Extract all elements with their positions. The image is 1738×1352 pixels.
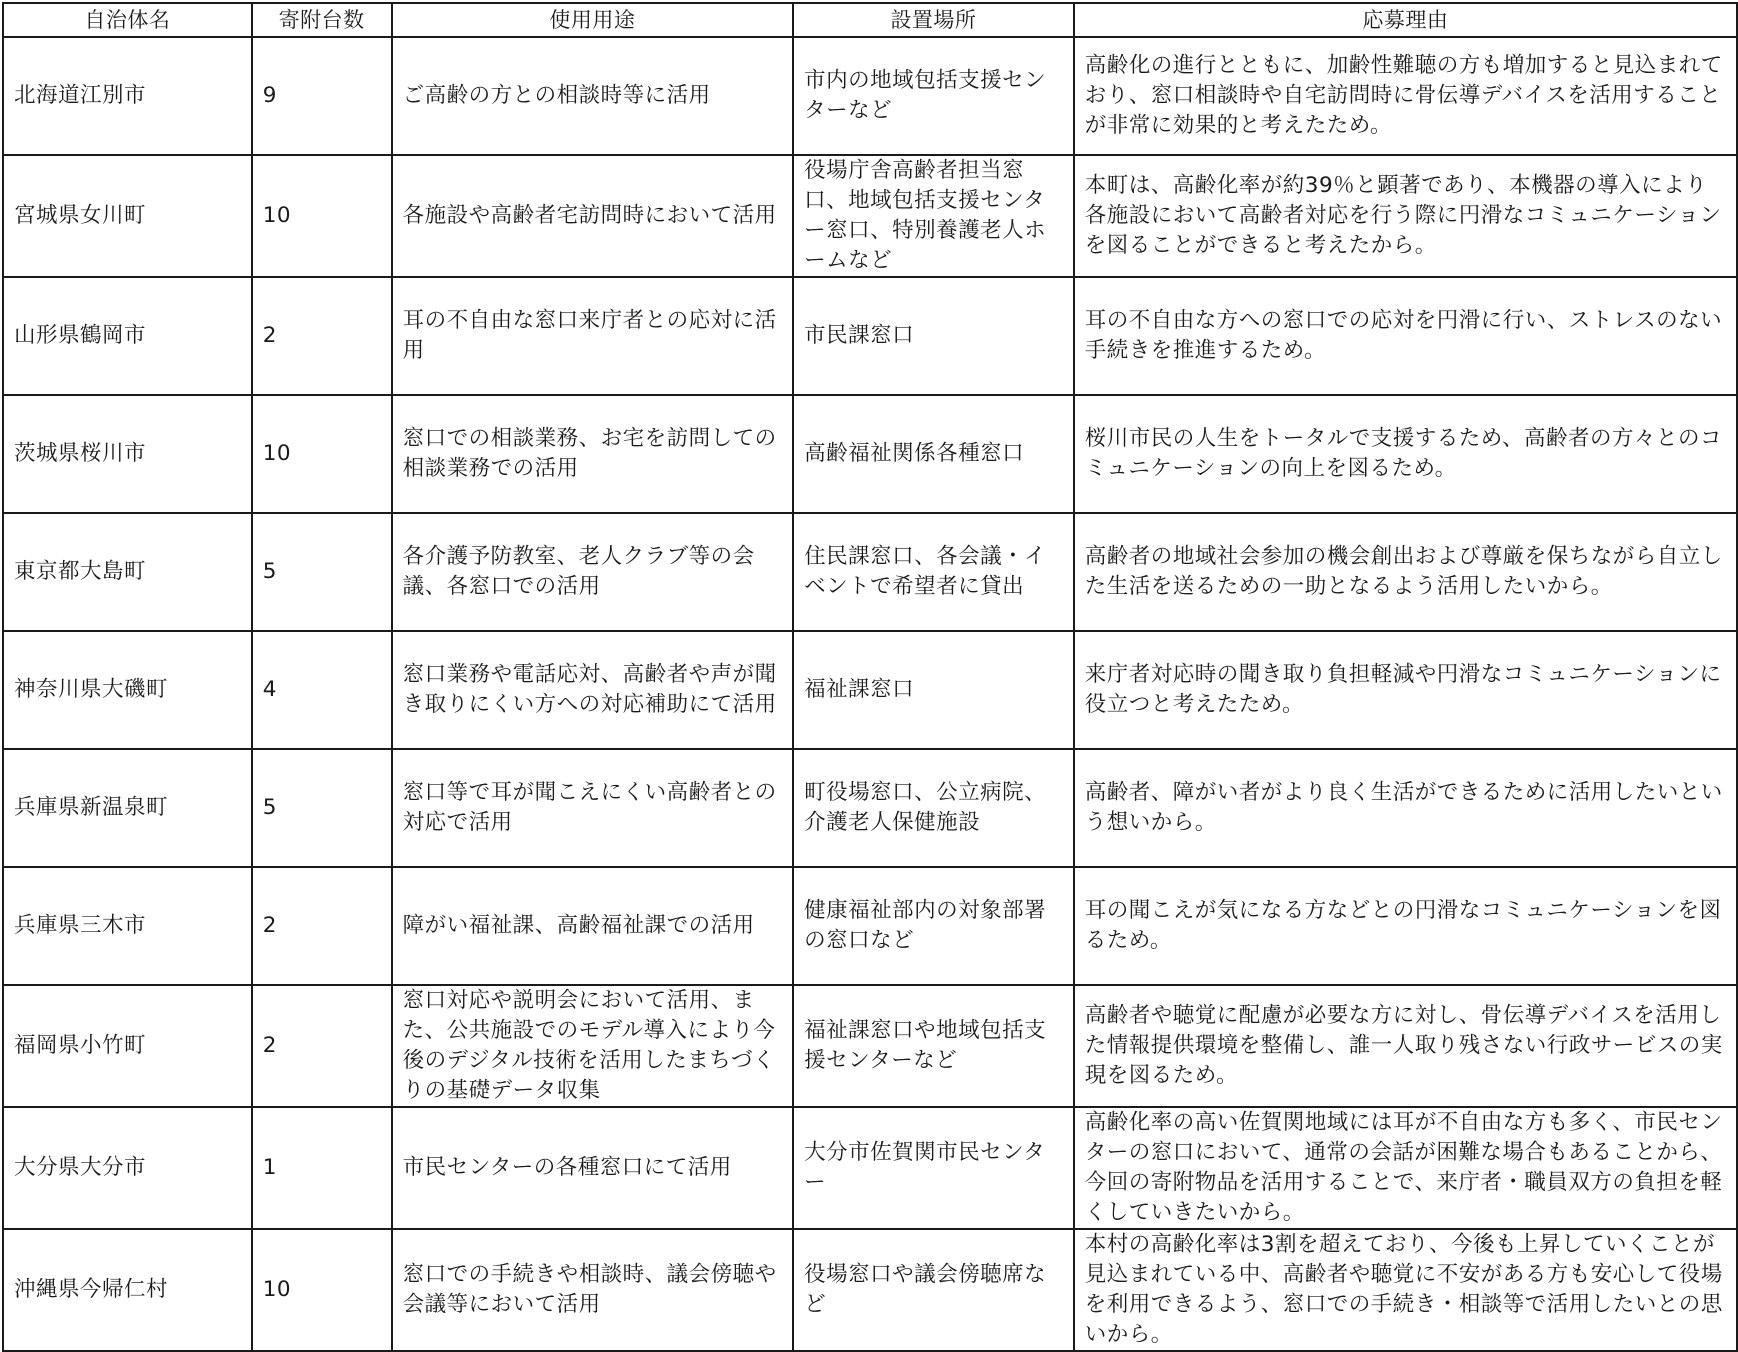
table-row [3, 155, 1737, 277]
cell-municipality: 北海道江別市 [3, 37, 252, 155]
header-usage: 使用用途 [392, 3, 794, 37]
cell-location: 町役場窓口、公立病院、介護老人保健施設 [793, 749, 1074, 867]
cell-donation-count: 10 [252, 395, 392, 513]
cell-donation-count: 5 [252, 749, 392, 867]
cell-usage: 市民センターの各種窓口にて活用 [392, 1107, 794, 1229]
table-row [3, 513, 1737, 631]
cell-usage: 窓口での相談業務、お宅を訪問しての相談業務での活用 [392, 395, 794, 513]
cell-municipality: 兵庫県新温泉町 [3, 749, 252, 867]
table-body [3, 37, 1737, 1351]
cell-location: 健康福祉部内の対象部署の窓口など [793, 867, 1074, 985]
cell-municipality: 東京都大島町 [3, 513, 252, 631]
table-row [3, 1229, 1737, 1351]
table-row [3, 631, 1737, 749]
cell-reason: 耳の不自由な方への窓口での応対を円滑に行い、ストレスのない手続きを推進するため。 [1074, 277, 1737, 395]
cell-usage: 窓口業務や電話応対、高齢者や声が聞き取りにくい方への対応補助にて活用 [392, 631, 794, 749]
cell-reason: 本町は、高齢化率が約39％と顕著であり、本機器の導入により各施設において高齢者対応を行う際に円滑なコミュニケーションを図ることができると考えたから。 [1074, 155, 1737, 277]
table-row [3, 37, 1737, 155]
cell-reason: 高齢化の進行とともに、加齢性難聴の方も増加すると見込まれており、窓口相談時や自宅訪問時に骨伝導デバイスを活用することが非常に効果的と考えたため。 [1074, 37, 1737, 155]
header-municipality: 自治体名 [3, 3, 252, 37]
table-row [3, 985, 1737, 1107]
cell-usage: 各介護予防教室、老人クラブ等の会議、各窓口での活用 [392, 513, 794, 631]
cell-usage: 窓口対応や説明会において活用、また、公共施設でのモデル導入により今後のデジタル技術を活用したまちづくりの基礎データ収集 [392, 985, 794, 1107]
header-reason: 応募理由 [1074, 3, 1737, 37]
cell-reason: 耳の聞こえが気になる方などとの円滑なコミュニケーションを図るため。 [1074, 867, 1737, 985]
cell-location: 役場庁舎高齢者担当窓口、地域包括支援センター窓口、特別養護老人ホームなど [793, 155, 1074, 277]
table-row [3, 277, 1737, 395]
header-location: 設置場所 [793, 3, 1074, 37]
cell-reason: 本村の高齢化率は3割を超えており、今後も上昇していくことが見込まれている中、高齢者や聴覚に不安がある方も安心して役場を利用できるよう、窓口での手続き・相談等で活用したいとの思いから。 [1074, 1229, 1737, 1351]
cell-location: 住民課窓口、各会議・イベントで希望者に貸出 [793, 513, 1074, 631]
cell-donation-count: 5 [252, 513, 392, 631]
cell-donation-count: 2 [252, 277, 392, 395]
cell-donation-count: 2 [252, 985, 392, 1107]
cell-usage: ご高齢の方との相談時等に活用 [392, 37, 794, 155]
cell-usage: 障がい福祉課、高齢福祉課での活用 [392, 867, 794, 985]
cell-usage: 窓口での手続きや相談時、議会傍聴や会議等において活用 [392, 1229, 794, 1351]
cell-municipality: 福岡県小竹町 [3, 985, 252, 1107]
cell-usage: 耳の不自由な窓口来庁者との応対に活用 [392, 277, 794, 395]
cell-donation-count: 9 [252, 37, 392, 155]
cell-reason: 高齢者や聴覚に配慮が必要な方に対し、骨伝導デバイスを活用した情報提供環境を整備し、誰一人取り残さない行政サービスの実現を図るため。 [1074, 985, 1737, 1107]
cell-location: 役場窓口や議会傍聴席など [793, 1229, 1074, 1351]
cell-reason: 高齢者の地域社会参加の機会創出および尊厳を保ちながら自立した生活を送るための一助となるよう活用したいから。 [1074, 513, 1737, 631]
cell-usage: 各施設や高齢者宅訪問時において活用 [392, 155, 794, 277]
cell-location: 高齢福祉関係各種窓口 [793, 395, 1074, 513]
cell-municipality: 山形県鶴岡市 [3, 277, 252, 395]
cell-donation-count: 1 [252, 1107, 392, 1229]
table-row [3, 1107, 1737, 1229]
municipality-donation-table [2, 2, 1738, 1352]
cell-reason: 高齢者、障がい者がより良く生活ができるために活用したいという想いから。 [1074, 749, 1737, 867]
cell-donation-count: 10 [252, 1229, 392, 1351]
cell-municipality: 沖縄県今帰仁村 [3, 1229, 252, 1351]
cell-location: 市民課窓口 [793, 277, 1074, 395]
cell-reason: 来庁者対応時の聞き取り負担軽減や円滑なコミュニケーションに役立つと考えたため。 [1074, 631, 1737, 749]
cell-location: 福祉課窓口 [793, 631, 1074, 749]
cell-location: 大分市佐賀関市民センター [793, 1107, 1074, 1229]
table-row [3, 395, 1737, 513]
cell-location: 福祉課窓口や地域包括支援センターなど [793, 985, 1074, 1107]
cell-donation-count: 2 [252, 867, 392, 985]
cell-donation-count: 10 [252, 155, 392, 277]
header-row [3, 3, 1737, 37]
cell-municipality: 大分県大分市 [3, 1107, 252, 1229]
cell-location: 市内の地域包括支援センターなど [793, 37, 1074, 155]
cell-municipality: 兵庫県三木市 [3, 867, 252, 985]
cell-municipality: 神奈川県大磯町 [3, 631, 252, 749]
cell-donation-count: 4 [252, 631, 392, 749]
header-donation-count: 寄附台数 [252, 3, 392, 37]
table-row [3, 749, 1737, 867]
cell-usage: 窓口等で耳が聞こえにくい高齢者との対応で活用 [392, 749, 794, 867]
table-row [3, 867, 1737, 985]
cell-reason: 高齢化率の高い佐賀関地域には耳が不自由な方も多く、市民センターの窓口において、通常の会話が困難な場合もあることから、今回の寄附物品を活用することで、来庁者・職員双方の負担を軽くしていきたいから。 [1074, 1107, 1737, 1229]
cell-municipality: 宮城県女川町 [3, 155, 252, 277]
cell-municipality: 茨城県桜川市 [3, 395, 252, 513]
cell-reason: 桜川市民の人生をトータルで支援するため、高齢者の方々とのコミュニケーションの向上を図るため。 [1074, 395, 1737, 513]
